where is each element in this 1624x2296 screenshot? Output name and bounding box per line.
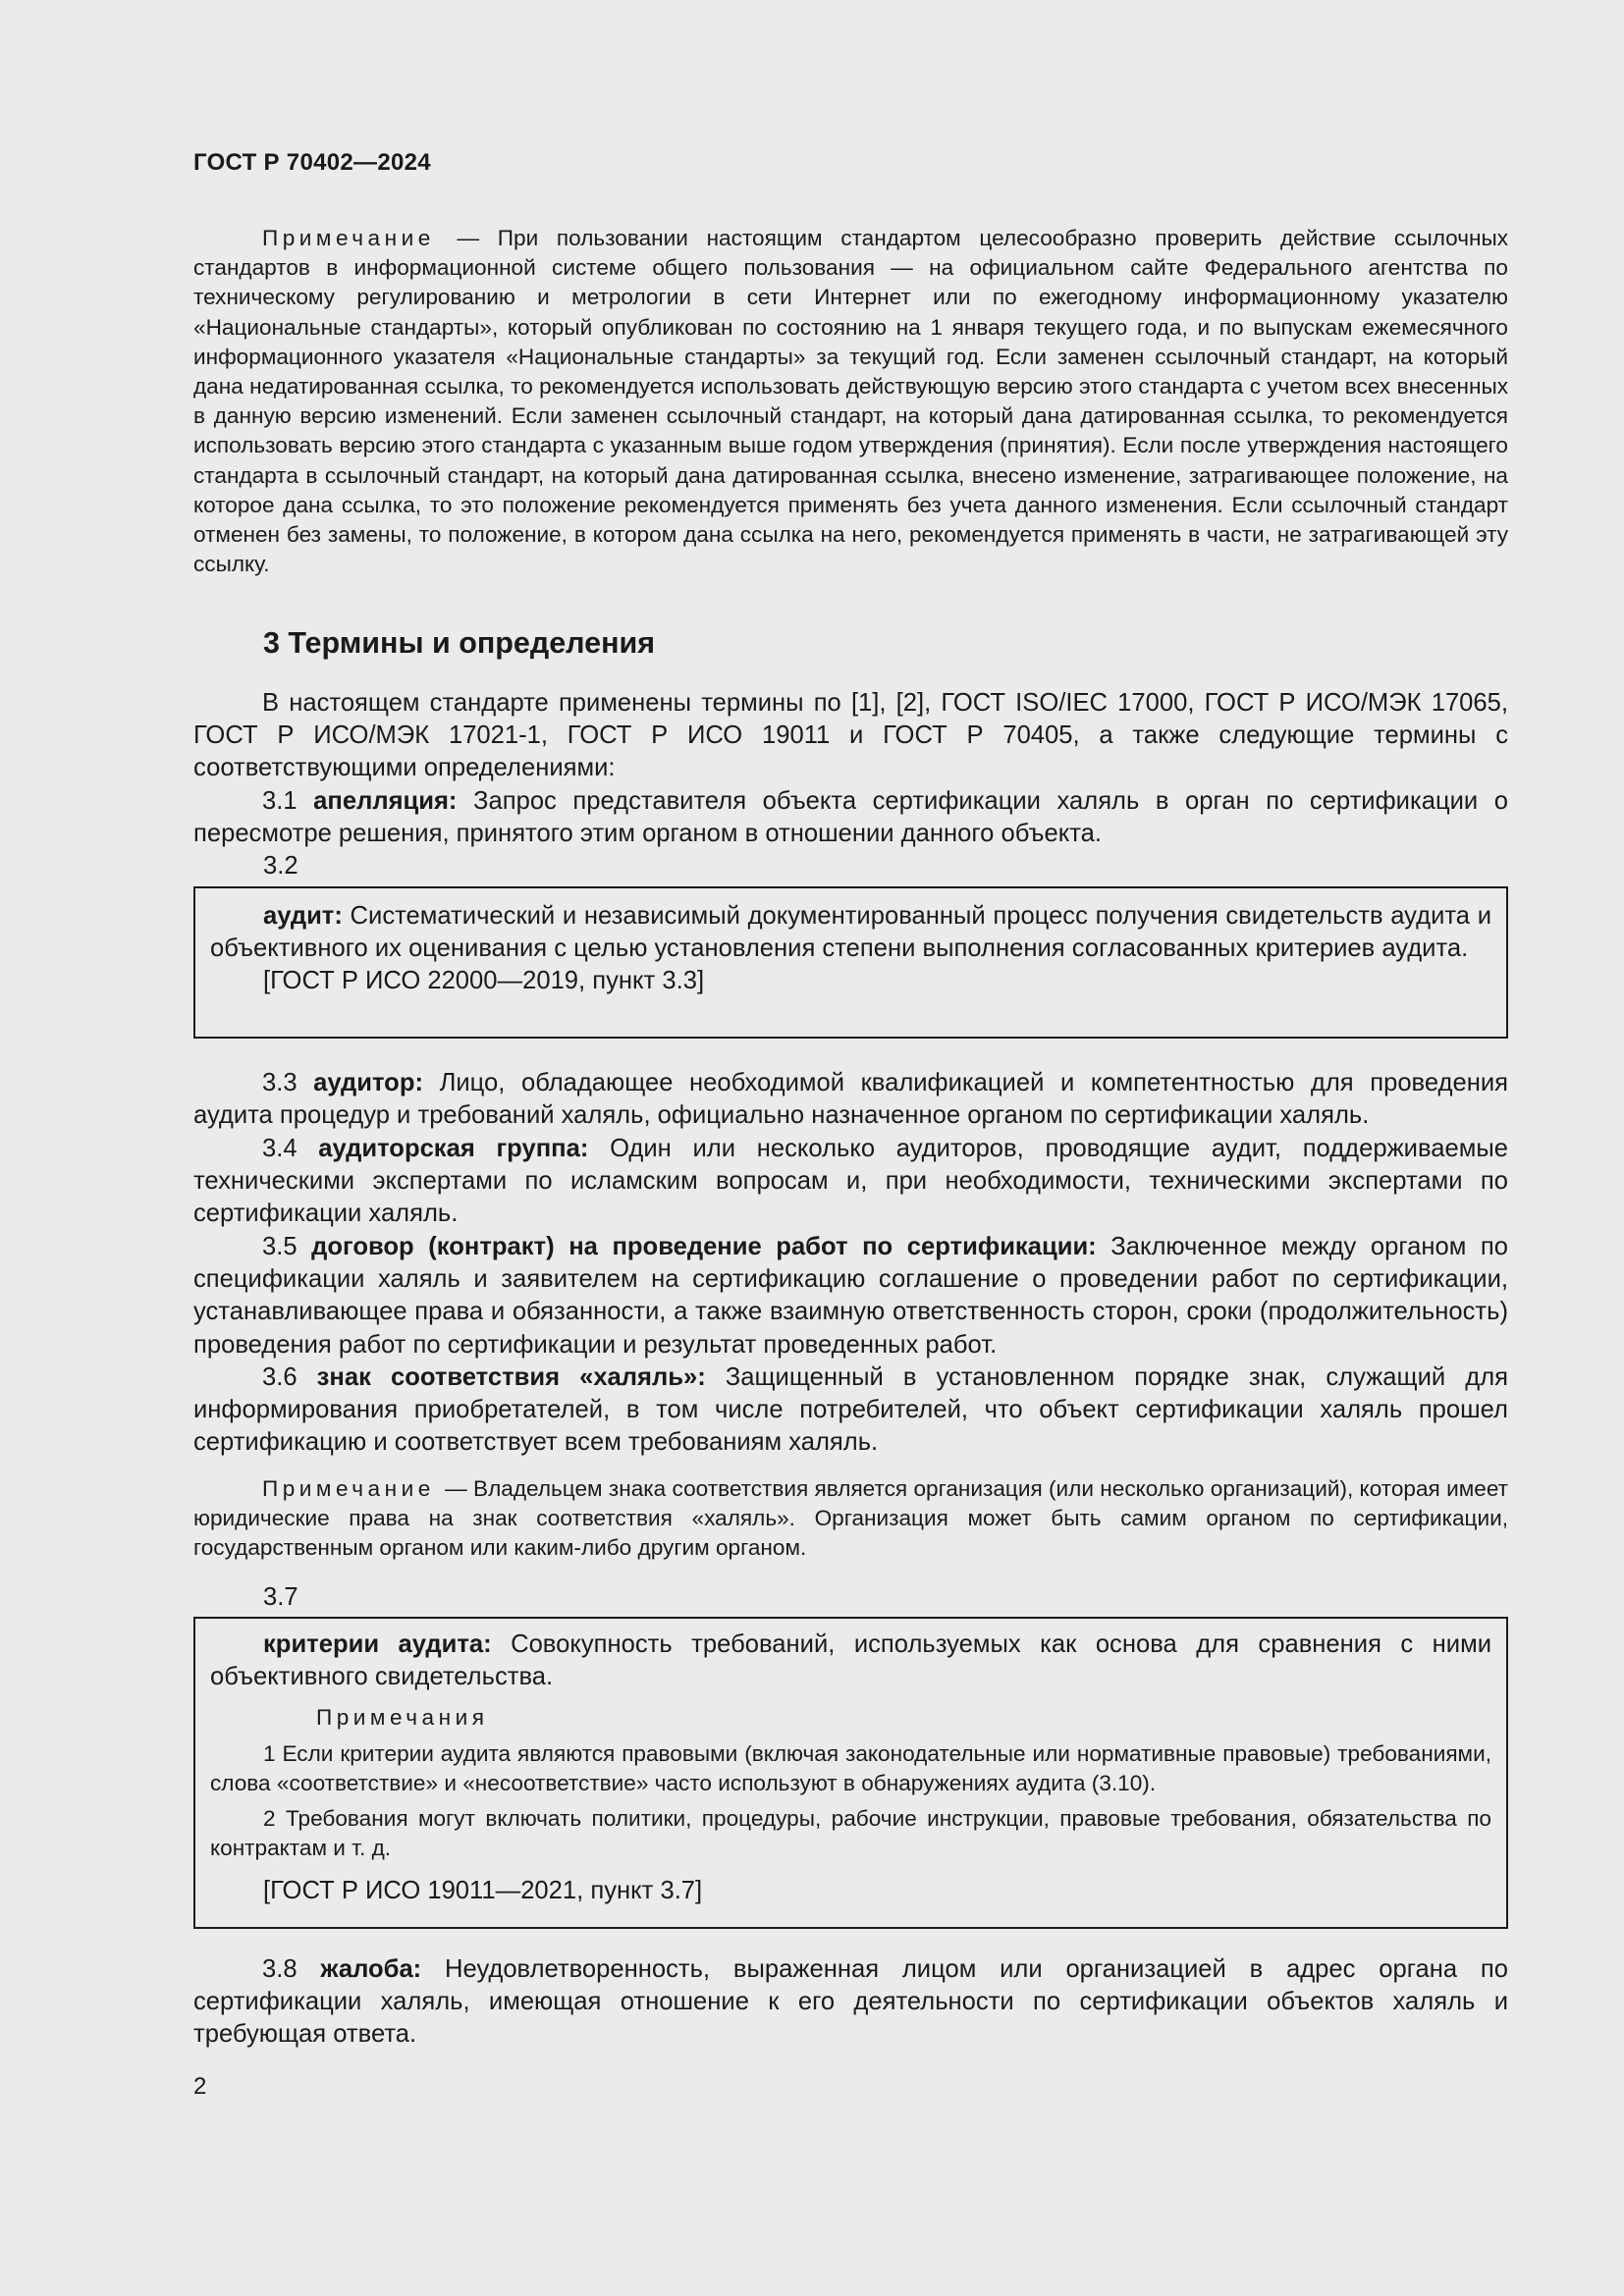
note-label: Примечание (262, 226, 435, 250)
term-definition: Неудовлетворенность, выраженная лицом или организацией в адрес органа по сертификации халяль, имеющая отношение к его деятельности по сертификации объектов халяль и требующая ответа. (193, 1955, 1508, 2049)
term-definition: Совокупность требований, используемых как основа для сравнения с ними объективного свидетельства. (210, 1630, 1491, 1691)
term-number: 3.1 (262, 787, 314, 815)
term-3-5 (193, 1231, 1508, 1362)
term-name: аудит: (263, 902, 343, 930)
note-label: Примечание (262, 1476, 435, 1501)
term-definition: Заключенное между органом по спецификации халяль и заявителем на сертификацию соглашение о проведении работ по сертификации, устанавливающее права и обязанности, а также взаимную ответственность сторон, сроки (продолжительность) проведения работ по сертификации и результат проведенных работ. (193, 1233, 1509, 1359)
term-name: жалоба: (320, 1955, 422, 1983)
term-name: аудиторская группа: (318, 1135, 589, 1162)
term-3-8 (193, 1953, 1508, 2052)
note-text: — Владельцем знака соответствия является организация (или несколько организаций), которая имеет юридические права на знак соответствия «халяль». Организация может быть самим органом по сертификации, государственным органом или каким-либо другим органом. (193, 1476, 1508, 1561)
term-3-3 (193, 1067, 1508, 1132)
term-number: 3.4 (262, 1135, 319, 1162)
term-number: 3.3 (262, 1069, 314, 1096)
document-code: ГОСТ Р 70402—2024 (193, 149, 431, 176)
term-3-2-box (193, 886, 1508, 1039)
term-3-7-source: [ГОСТ Р ИСО 19011—2021, пункт 3.7] (263, 1877, 703, 1905)
term-name: аудитор: (313, 1069, 423, 1096)
page-number: 2 (193, 2073, 207, 2100)
term-number: 3.8 (262, 1955, 321, 1983)
term-3-7-note-2: 2 Требования могут включать политики, процедуры, рабочие инструкции, правовые требования, обязательства по контрактам и т. д. (210, 1806, 1491, 1861)
term-name: договор (контракт) на проведение работ по сертификации: (311, 1233, 1097, 1260)
term-name: критерии аудита: (263, 1630, 492, 1658)
section-intro: В настоящем стандарте применены термины по [1], [2], ГОСТ ISO/IEC 17000, ГОСТ Р ИСО/МЭК 17065, ГОСТ Р ИСО/МЭК 17021-1, ГОСТ Р ИСО 19011 и ГОСТ Р 70405, а также следующие термины с соответствующими определениями: (193, 689, 1508, 782)
term-3-2 (210, 900, 1491, 965)
term-name: апелляция: (313, 787, 458, 815)
term-3-7 (210, 1629, 1491, 1693)
note-text: — При пользовании настоящим стандартом целесообразно проверить действие ссылочных стандартов в информационной системе общего пользования — на официальном сайте Федерального агентства по техническому регулированию и метрологии в сети Интернет или по ежегодному информационному указателю «Национальные стандарты», который опубликован по состоянию на 1 января текущего года, и по выпускам ежемесячного информационного указателя «Национальные стандарты» за текущий год. Если заменен ссылочный стандарт, на который дана недатированная ссылка, то рекомендуется использовать действующую версию этого стандарта с учетом всех внесенных в данную версию изменений. Если заменен ссылочный стандарт, на который дана датированная ссылка, то рекомендуется использовать версию этого стандарта с указанным выше годом утверждения (принятия). Если после утверждения настоящего стандарта в ссылочный стандарт, на который дана датированная ссылка, внесено изменение, затрагивающее положение, на которое дана ссылка, то это положение рекомендуется применять без учета данного изменения. Если ссылочный стандарт отменен без замены, то положение, в котором дана ссылка на него, рекомендуется применять в части, не затрагивающей эту ссылку. (193, 226, 1508, 577)
term-definition: Систематический и независимый документированный процесс получения свидетельств аудита и объективного их оценивания с целью установления степени выполнения согласованных критериев аудита. (210, 902, 1491, 963)
term-3-2-number: 3.2 (263, 852, 298, 880)
term-definition: Запрос представителя объекта сертификации халяль в орган по сертификации о пересмотре решения, принятого этим органом в отношении данного объекта. (193, 787, 1508, 848)
term-3-6 (193, 1362, 1508, 1460)
section-title: 3 Термины и определения (263, 626, 656, 660)
term-number: 3.5 (262, 1233, 312, 1260)
term-3-7-number: 3.7 (263, 1583, 298, 1611)
notes-label: Примечания (316, 1705, 489, 1731)
term-3-7-note-1: 1 Если критерии аудита являются правовыми (включая законодательные или нормативные правовые) требованиями, слова «соответствие» и «несоответствие» часто используют в обнаружениях аудита (3.10). (210, 1740, 1491, 1795)
term-3-2-source: [ГОСТ Р ИСО 22000—2019, пункт 3.3] (263, 967, 705, 995)
term-number: 3.6 (262, 1363, 317, 1391)
term-name: знак соответствия «халяль»: (316, 1363, 706, 1391)
term-3-1 (193, 785, 1508, 850)
term-3-6-note (193, 1474, 1508, 1564)
term-definition: Лицо, обладающее необходимой квалификацией и компетентностью для проведения аудита процедур и требований халяль, официально назначенное органом по сертификации халяль. (193, 1069, 1508, 1130)
term-3-4 (193, 1133, 1508, 1231)
term-definition: Защищенный в установленном порядке знак, служащий для информирования приобретателей, в том числе потребителей, что объект сертификации халяль прошел сертификацию и соответствует всем требованиям халяль. (193, 1363, 1508, 1457)
term-3-7-box (193, 1617, 1508, 1929)
notes-heading (210, 1703, 1491, 1733)
references-note (193, 224, 1508, 579)
term-definition: Один или несколько аудиторов, проводящие аудит, поддерживаемые техническими экспертами по исламским вопросам и, при необходимости, техническими экспертами по сертификации халяль. (193, 1135, 1508, 1228)
